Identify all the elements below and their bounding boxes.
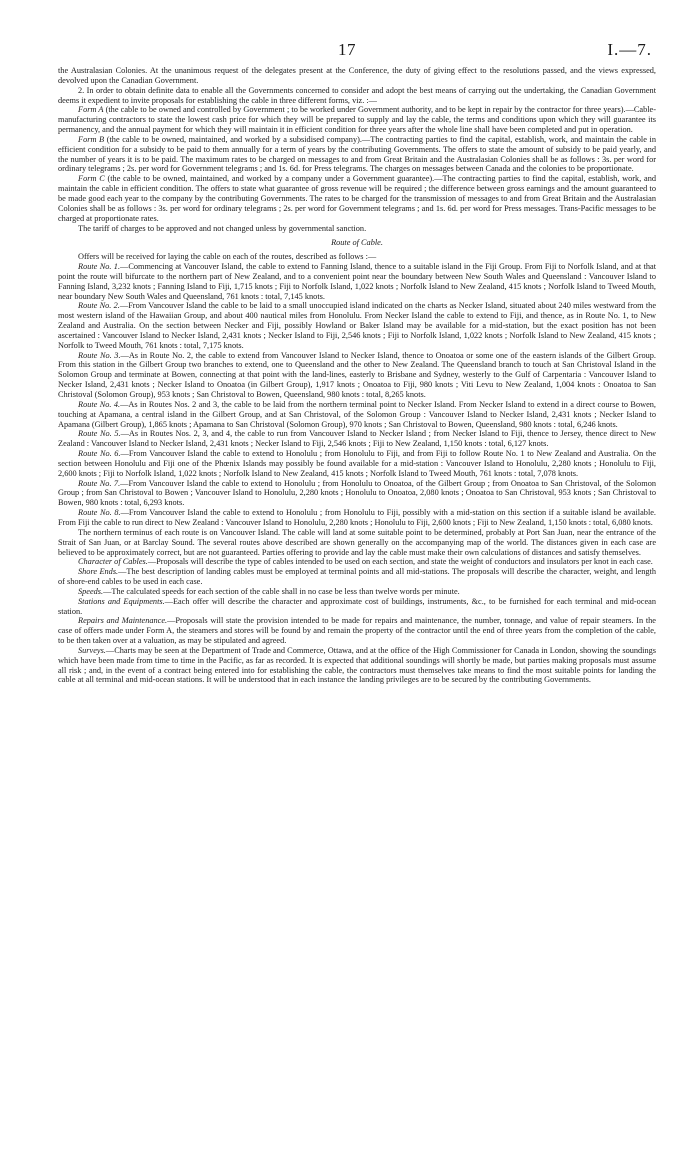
paragraph: Surveys.—Charts may be seen at the Department of Trade and Commerce, Ottawa, and at the office of the High Commissioner for Canada in London, showing the soundings which have been made from time to time in the Pacific, as far as recorded. It is expected that additional soundings will shortly be made, but parties making proposals must assume all risk ; and, in the event of a contract being entered into for establishing the cable, the contractors must themselves take means to find the most suitable points for landing the cable at all terminal and mid-ocean stations. It will be understood that in each instance the landing privileges are to be secured by the contributing Governments. — [58, 645, 656, 685]
route-label: Route No. 1. — [78, 262, 121, 272]
page-number: 17 — [338, 40, 356, 59]
route-paragraph: Route No. 2.—From Vancouver Island the cable to be laid to a small unoccupied island indicated on the charts as Necker Island, situated about 240 miles westward from the most western island of the Hawaiian Group, and about 400 nautical miles from Honolulu. From Necker Island the cable to extend to Fiji, and thence, as in Route No. 1, to New Zealand and Australia. On the section between Necker and Fiji, possibly Howland or Baker Island may be available for a mid-station, but the exact position has not been ascertained : Vancouver Island to Necker Island, 2,431 knots ; Necker Island to Fiji, 2,546 knots ; Fiji to Norfolk Island, 1,022 knots ; Norfolk Island to New Zealand, 415 knots ; Norfolk to Tweed Mouth, 761 knots : total, 7,175 knots. — [58, 301, 656, 350]
paragraph-lead: Form B — [78, 134, 105, 144]
page-header — [58, 40, 656, 66]
paragraph: Shore Ends.—The best description of landing cables must be employed at terminal points and all mid-stations. The proposals will describe the character, weight, and length of shore-end cables to be used in each case. — [58, 567, 656, 587]
route-label: Route No. 5. — [78, 429, 121, 439]
paragraph: Character of Cables.—Proposals will describe the type of cables intended to be used on each section, and state the weight of conductors and insulators per knot in each case. — [78, 557, 653, 567]
paragraph-lead: Repairs and Maintenance. — [78, 616, 168, 626]
paragraph: Stations and Equipments.—Each offer will describe the character and approximate cost of buildings, instruments, &c., to be furnished for each terminal and mid-ocean station. — [58, 596, 656, 616]
paragraph-lead: Character of Cables. — [78, 557, 148, 567]
paragraph-lead: Shore Ends. — [78, 567, 119, 577]
paragraph: Form B (the cable to be owned, maintained, and worked by a subsidised company).—The contracting parties to find the capital, establish, work, and maintain the cable in efficient condition for a subsidy to be paid to them annually for a term of years by the contributing Governments. The offers to state the amount of subsidy to be paid yearly, and the number of years it is to be paid. The maximum rates to be charged on messages to and from Great Britain and the Australasian Colonies shall be as follows : 3s. per word for ordinary telegrams ; 2s. per word for Government telegrams ; and 1s. 6d. for Press telegrams. The charges on messages between Canada and the colonies to be proportionate. — [58, 134, 656, 174]
paragraph: Form A (the cable to be owned and controlled by Government ; to be worked under Government authority, and to be kept in repair by the contractor for three years).—Cable-manufacturing contractors to state the lowest cash price for which they will be prepared to supply and lay the cable, the terms and conditions upon which they will guarantee its permanency, and the annual payment for which they will maintain it in efficient condition for three years after the whole line shall have been completed and put in operation. — [58, 105, 656, 135]
paragraph-lead: Form A — [78, 105, 104, 115]
paragraph: Offers will be received for laying the cable on each of the routes, described as follows :— — [78, 252, 377, 262]
paragraph: Speeds.—The calculated speeds for each section of the cable shall in no case be less than twelve words per minute. — [78, 586, 460, 596]
route-paragraph: Route No. 6.—From Vancouver Island the cable to extend to Honolulu ; from Honolulu to Fiji, and from Fiji to follow Route No. 1 to New Zealand and Australia. On the section between Honolulu and Fiji one of the Phœnix Islands may possibly be found available for a mid-station : Vancouver Island to Honolulu, 2,280 knots ; Honolulu to Fiji, 2,600 knots ; Fiji to Norfolk Island, 1,022 knots ; Norfolk Island to New Zealand, 415 knots ; Norfolk Island to Tweed Mouth, 761 knots : total, 7,078 knots. — [58, 449, 656, 478]
route-paragraph: Route No. 5.—As in Routes Nos. 2, 3, and 4, the cable to run from Vancouver Island to Necker Island ; from Necker Island to Fiji, thence to Jersey, thence direct to New Zealand : Vancouver Island to Necker Island, 2,431 knots ; Necker Island to Fiji, 2,546 knots ; Fiji to New Zealand, 1,150 knots : total, 6,127 knots. — [58, 429, 656, 449]
paragraph: Form C (the cable to be owned, maintained, and worked by a company under a Government guarantee).—The contracting parties to find the capital, establish, work, and maintain the cable in efficient condition. The offers to state what guarantee of gross revenue will be required ; the difference between gross earnings and the amount guaranteed to be made good each year to the company by the contributing Governments. The rates to be charged for the transmission of messages to and from Great Britain and the Australasian Colonies shall be as follows : 3s. per word for ordinary telegrams ; 2s. per word for Government telegrams ; and 1s. 6d. per word for Press messages. Trans-Pacific messages to be charged at proportionate rates. — [58, 174, 657, 223]
paragraph: Repairs and Maintenance.—Proposals will state the provision intended to be made for repairs and maintenance, the number, tonnage, and value of repair steamers. In the case of offers made under Form A, the steamers and stores will be found by and remain the property of the contractor until the end of three years from the completion of the cable, to be then taken over at a valuation, as may be stipulated and agreed. — [58, 616, 656, 646]
paragraph-lead: Stations and Equipments. — [78, 596, 165, 606]
paragraph: The tariff of charges to be approved and not changed unless by governmental sanction. — [78, 223, 367, 233]
route-label: Route No. 7. — [78, 478, 121, 488]
paragraph: the Australasian Colonies. At the unanimous request of the delegates present at the Conference, the duty of giving effect to the resolutions passed, and the views expressed, devolved upon the Canadian Government. — [58, 66, 656, 85]
route-paragraph: Route No. 4.—As in Routes Nos. 2 and 3, the cable to be laid from the northern terminal point to Necker Island. From Necker Island to extend in a direct course to Bowen, touching at Apamana, a central island in the Gilbert Group, and at San Christoval, of the Solomon Group : Vancouver Island to Necker Island, 2,431 knots ; Necker Island to Apamana (Gilbert Group), 1,865 knots ; Apamana to San Christoval (Solomon Group), 970 knots ; San Christoval to Bowen, Queensland, 980 knots : total, 6,246 knots. — [58, 399, 656, 429]
route-paragraph: Route No. 1.—Commencing at Vancouver Island, the cable to extend to Fanning Island, thence to a suitable island in the Fiji Group. From Fiji to Norfolk Island, and at that point the route will bifurcate to the northern part of New Zealand, and to a convenient point near the boundary between New South Wales and Queensland : Vancouver Island to Fanning Island, 3,232 knots ; Fanning Island to Fiji, 1,715 knots ; Fiji to Norfolk Island, 1,022 knots ; Norfolk Island to New Zealand, 415 knots ; Norfolk Island to Tweed Mouth, near boundary New South Wales and Queensland, 761 knots : total, 7,145 knots. — [58, 262, 657, 301]
route-label: Route No. 2. — [78, 301, 120, 311]
document-body — [58, 66, 656, 685]
section-heading: Route of Cable. — [331, 238, 383, 248]
route-label: Route No. 3. — [78, 350, 121, 360]
route-paragraph: Route No. 3.—As in Route No. 2, the cable to extend from Vancouver Island to Necker Island, thence to Onoatoa or some one of the eastern islands of the Gilbert Group. From this station in the Gilbert Group two branches to extend, one to Queensland and the other to New Zealand. The Queensland branch to touch at San Christoval Island in the Solomon Group and terminate at Bowen, connecting at that point with the land-lines, easterly to Brisbane and Sydney, westerly to the Gulf of Carpentaria : Vancouver Island to Necker Island, 2,431 knots ; Necker Island to Onoatoa (in Gilbert Group), 1,917 knots ; Onoatoa to Fiji, 980 knots ; Viti Levu to New Zealand, 1,004 knots : Onoatoa to San Christoval (Solomon Group), 953 knots ; San Christoval to Bowen, Queensland, 980 knots : total, 8,265 knots. — [58, 350, 656, 399]
page-reference: I.—7. — [607, 40, 652, 59]
route-label: Route No. 6. — [78, 449, 121, 459]
paragraph-lead: Surveys. — [78, 645, 106, 655]
route-paragraph: Route No. 8.—From Vancouver Island the cable to extend to Honolulu ; from Honolulu to Fiji, possibly with a mid-station on this section if a suitable island be available. From Fiji the cable to run direct to New Zealand : Vancouver Island to Honolulu, 2,280 knots ; Honolulu to Fiji, 2,600 knots ; Fiji to New Zealand, 1,150 knots : total, 6,080 knots. — [58, 508, 657, 527]
paragraph-lead: Speeds. — [78, 586, 104, 596]
route-label: Route No. 4. — [78, 399, 121, 409]
route-label: Route No. 8. — [78, 508, 121, 518]
paragraph: The northern terminus of each route is on Vancouver Island. The cable will land at some suitable point to be determined, probably at Port San Juan, near the entrance of the Strait of San Juan, or at Barclay Sound. The several routes above described are shown generally on the accompanying map of the world. The distances given in each case are believed to be approximately correct, but are not guaranteed. Parties offering to provide and lay the cable must make their own calculations of distances and satisfy themselves. — [58, 527, 656, 557]
route-paragraph: Route No. 7.—From Vancouver Island the cable to extend to Honolulu ; from Honolulu to Onoatoa, of the Gilbert Group ; from Onoatoa to San Christoval, of the Solomon Group ; from San Christoval to Bowen ; Vancouver Island to Honolulu, 2,280 knots ; Honolulu to Onoatoa, 2,080 knots ; Onoatoa to San Christoval, 953 knots ; San Christoval to Bowen, 980 knots : total, 6,293 knots. — [58, 478, 656, 508]
paragraph-lead: Form C — [78, 174, 105, 184]
paragraph: 2. In order to obtain definite data to enable all the Governments concerned to consider and adopt the best means of carrying out the undertaking, the Canadian Government deems it expedient to invite proposals for establishing the cable in three different forms, viz. :— — [58, 85, 656, 105]
